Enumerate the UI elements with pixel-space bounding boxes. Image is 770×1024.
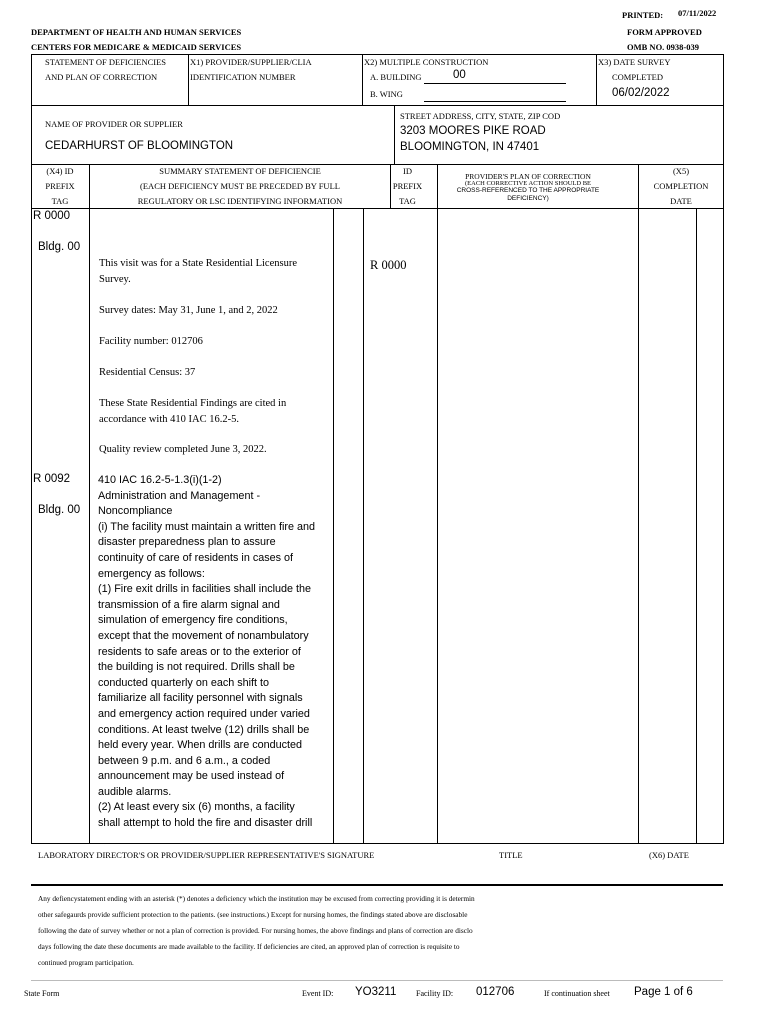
id-label: ID xyxy=(403,166,412,176)
page-number: Page 1 of 6 xyxy=(634,986,693,998)
plan-heading: PROVIDER'S PLAN OF CORRECTION xyxy=(465,172,591,181)
completed-label: COMPLETED xyxy=(612,72,663,82)
date-survey-label: X3) DATE SURVEY xyxy=(598,57,671,67)
street-address-label: STREET ADDRESS, CITY, STATE, ZIP COD xyxy=(400,111,561,121)
r0000-tag: R 0000 xyxy=(33,210,71,222)
provider-name-label: NAME OF PROVIDER OR SUPPLIER xyxy=(45,119,183,129)
date-label: DATE xyxy=(670,196,692,206)
finding-paragraph-5: These State Residential Findings are cited in accordance with 410 IAC 16.2-5. xyxy=(99,398,287,425)
finding-paragraph-6: Quality review completed June 3, 2022. xyxy=(99,444,267,455)
multiple-construction-label: X2) MULTIPLE CONSTRUCTION xyxy=(364,57,489,67)
date-survey-value: 06/02/2022 xyxy=(612,87,670,99)
x4-id-label: (X4) ID xyxy=(46,166,74,176)
provider-id-label-1: X1) PROVIDER/SUPPLIER/CLIA xyxy=(190,57,312,67)
x6-date-label: (X6) DATE xyxy=(649,850,689,860)
finding-paragraph-3: Facility number: 012706 xyxy=(99,336,203,347)
r0092-building: Bldg. 00 xyxy=(38,504,81,516)
finding-paragraph-2: Survey dates: May 31, June 1, and 2, 2022 xyxy=(99,305,278,316)
r0092-deficiency-text: 410 IAC 16.2-5-1.3(i)(1-2) Administration and Management - Noncompliance (i) The facility must maintain a written fire and disaster preparedness plan to assure continuity of care of residents in cases of emergency as follows: (1) Fire exit drills in facilities shall include the transmission of a fire alarm signal and simulation of emergency fire conditions, except that the movement of nonambulatory residents to safe areas or to the exterior of the building is not required. Drills shall be conducted quarterly on each shift to familiarize all facility personnel with signals and emergency action required under varied conditions. At least twelve (12) drills shall be held every year. When drills are conducted between 9 p.m. and 6 a.m., a coded announcement may be used instead of audible alarms. (2) At least every six (6) months, a facility shall attempt to hold the fire and disaster drill xyxy=(98,474,316,830)
disclaimer-line-2: other safegaurds provide sufficient protection to the patients. (see instructions.) Except for nursing homes, the findings stated above are disclosable xyxy=(38,910,468,919)
r0000-building: Bldg. 00 xyxy=(38,241,81,253)
omb-number: OMB NO. 0938-039 xyxy=(627,42,700,52)
continuation-label: If continuation sheet xyxy=(544,989,610,998)
plan-subheading-2: CROSS-REFERENCED TO THE APPROPRIATE xyxy=(456,187,600,194)
facility-id-label: Facility ID: xyxy=(416,989,454,998)
event-id-value: YO3211 xyxy=(355,986,397,998)
disclaimer-line-5: continued program participation. xyxy=(38,958,134,967)
disclaimer-line-3: following the date of survey whether or not a plan of correction is provided. For nursing homes, the above findings and plans of correction are disclo xyxy=(38,926,473,935)
department-title: DEPARTMENT OF HEALTH AND HUMAN SERVICES xyxy=(31,27,242,37)
id-tag-label: TAG xyxy=(399,196,416,206)
form-approved: FORM APPROVED xyxy=(627,27,702,37)
plan-subheading-1: (EACH CORRECTIVE ACTION SHOULD BE xyxy=(464,180,592,187)
summary-heading: SUMMARY STATEMENT OF DEFICIENCIE xyxy=(159,166,321,176)
x4-tag-label: TAG xyxy=(51,196,69,206)
summary-subheading: (EACH DEFICIENCY MUST BE PRECEDED BY FULL xyxy=(140,181,340,191)
printed-date: 07/11/2022 xyxy=(678,8,717,18)
summary-subheading-2: REGULATORY OR LSC IDENTIFYING INFORMATION xyxy=(137,196,343,206)
provider-id-label-2: IDENTIFICATION NUMBER xyxy=(190,72,296,82)
r0092-tag: R 0092 xyxy=(33,473,71,485)
disclaimer-line-1: Any defiencystatement ending with an asterisk (*) denotes a deficiency which the institution may be excused from correcting providing it is determin xyxy=(38,894,475,903)
r0000-id-tag: R 0000 xyxy=(370,258,407,272)
plan-subheading-3: DEFICIENCY) xyxy=(507,195,549,202)
address-line-1: 3203 MOORES PIKE ROAD xyxy=(400,125,546,137)
building-label: A. BUILDING xyxy=(370,72,422,82)
id-prefix-label: PREFIX xyxy=(392,181,423,191)
facility-id-value: 012706 xyxy=(476,986,515,998)
title-label: TITLE xyxy=(499,850,523,860)
completion-label: COMPLETION xyxy=(653,181,709,191)
address-line-2: BLOOMINGTON, IN 47401 xyxy=(400,141,540,153)
building-value: 00 xyxy=(453,69,466,81)
event-id-label: Event ID: xyxy=(302,989,334,998)
statement-label-2: AND PLAN OF CORRECTION xyxy=(45,72,158,82)
centers-title: CENTERS FOR MEDICARE & MEDICAID SERVICES xyxy=(31,42,242,52)
provider-name-value: CEDARHURST OF BLOOMINGTON xyxy=(45,140,234,152)
printed-label: PRINTED: xyxy=(622,10,664,20)
x5-label: (X5) xyxy=(672,166,690,176)
wing-label: B. WING xyxy=(370,89,403,99)
statement-label-1: STATEMENT OF DEFICIENCIES xyxy=(45,57,167,67)
x4-prefix-label: PREFIX xyxy=(45,181,75,191)
state-form-label: State Form xyxy=(24,989,60,998)
finding-paragraph-4: Residential Census: 37 xyxy=(99,367,196,378)
finding-paragraph-1: This visit was for a State Residential Licensure Survey. xyxy=(99,258,297,285)
disclaimer-line-4: days following the date these documents are made available to the facility. If deficiencies are cited, an approved plan of correction is requisite to xyxy=(38,942,460,951)
director-signature-label: LABORATORY DIRECTOR'S OR PROVIDER/SUPPLIER REPRESENTATIVE'S SIGNATURE xyxy=(38,850,375,860)
